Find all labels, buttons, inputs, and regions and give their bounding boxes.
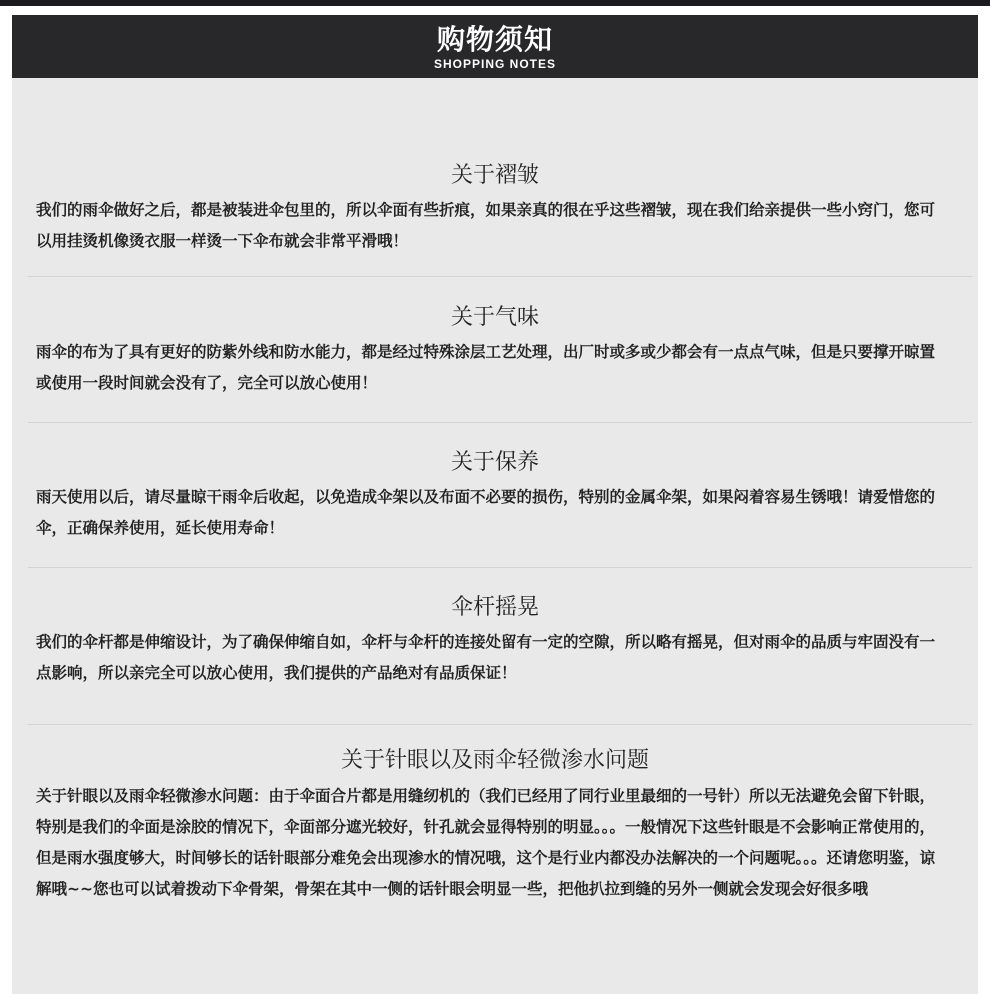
section-divider: [28, 422, 972, 423]
section-title-needle-holes: 关于针眼以及雨伞轻微渗水问题: [340, 748, 649, 773]
section-divider: [28, 567, 972, 568]
section-title-odor: 关于气味: [450, 305, 539, 330]
section-title-shaft-wobble: 伞杆摇晃: [450, 595, 539, 620]
section-body-maintenance: 雨天使用以后，请尽量晾干雨伞后收起，以免造成伞架以及布面不必要的损伤，特别的金属伞架，如果闷着容易生锈哦！请爱惜您的伞，正确保养使用，延长使用寿命！: [36, 488, 936, 537]
top-bar: [0, 0, 990, 6]
section-title-wrinkles: 关于褶皱: [450, 163, 539, 188]
page-subtitle: SHOPPING NOTES: [433, 57, 557, 71]
section-title-maintenance: 关于保养: [450, 450, 539, 475]
header-banner: [12, 15, 978, 78]
shopping-notes-panel: [12, 15, 978, 994]
section-body-needle-holes: 关于针眼以及雨伞轻微渗水问题：由于伞面合片都是用缝纫机的（我们已经用了同行业里最细的一号针）所以无法避免会留下针眼，特别是我们的伞面是涂胶的情况下，伞面部分遮光较好，针孔就会显得特别的明显。。。一般情况下这些针眼是不会影响正常使用的，但是雨水强度够大，时间够长的话针眼部分难免会出现渗水的情况哦，这个是行业内都没办法解决的一个问题呢。。。还请您明鉴，谅解哦~~您也可以试着拨动下伞骨架，骨架在其中一侧的话针眼会明显一些，把他扒拉到缝的另外一侧就会发现会好很多哦: [36, 787, 936, 898]
section-body-wrinkles: 我们的雨伞做好之后，都是被装进伞包里的，所以伞面有些折痕，如果亲真的很在乎这些褶皱，现在我们给亲提供一些小窍门，您可以用挂烫机像烫衣服一样烫一下伞布就会非常平滑哦！: [36, 201, 936, 250]
page-title: 购物须知: [436, 23, 553, 56]
section-divider: [28, 724, 972, 725]
section-body-shaft-wobble: 我们的伞杆都是伸缩设计，为了确保伸缩自如，伞杆与伞杆的连接处留有一定的空隙，所以略有摇晃，但对雨伞的品质与牢固没有一点影响，所以亲完全可以放心使用，我们提供的产品绝对有品质保证！: [36, 633, 936, 682]
section-divider: [28, 276, 972, 277]
section-body-odor: 雨伞的布为了具有更好的防紫外线和防水能力，都是经过特殊涂层工艺处理，出厂时或多或少都会有一点点气味，但是只要撑开晾置或使用一段时间就会没有了，完全可以放心使用！: [36, 343, 936, 392]
